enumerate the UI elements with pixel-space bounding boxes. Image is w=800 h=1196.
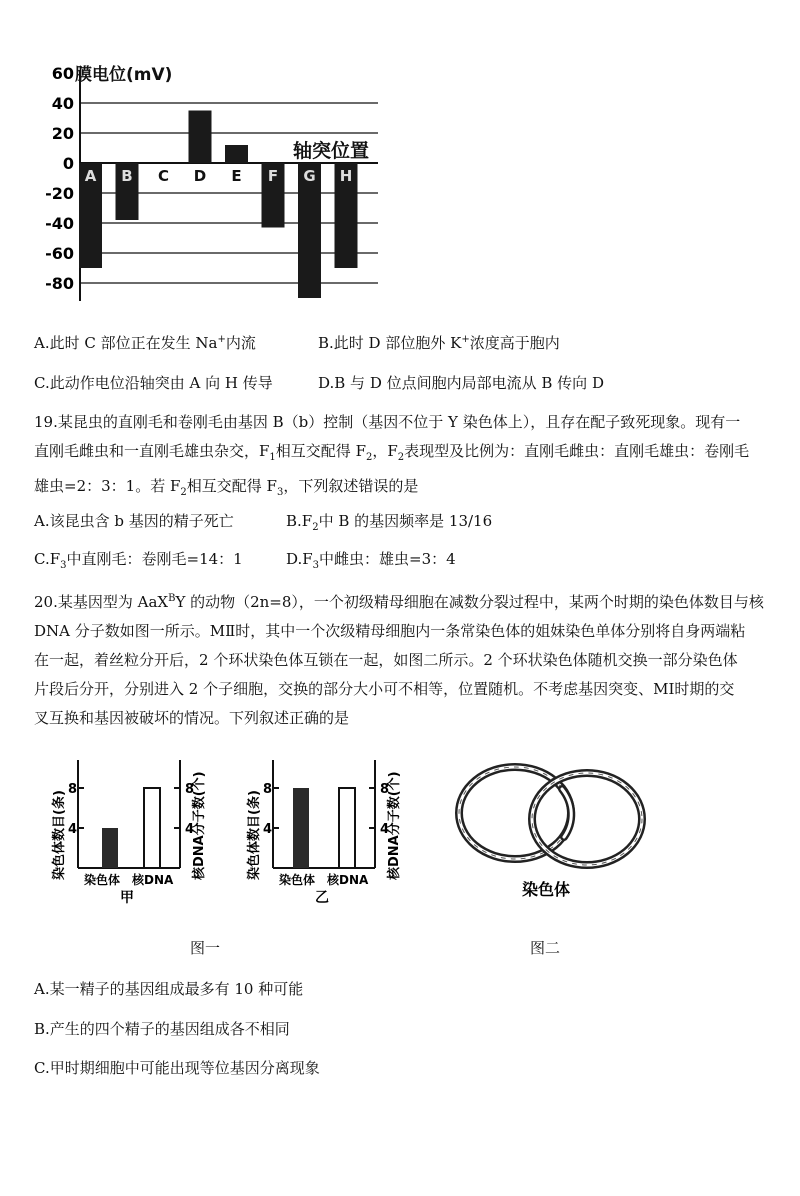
jia-tick-4-left: 4 xyxy=(68,822,78,837)
x-label-A: A xyxy=(84,167,97,185)
jia-tick-8-left: 8 xyxy=(68,782,78,797)
chart-xlabel: 轴突位置 xyxy=(293,140,370,162)
yi-ylabel-right: 核DNA分子数(个) xyxy=(387,771,402,880)
jia-tick-8-right: 8 xyxy=(185,782,195,797)
bar-D xyxy=(189,111,212,164)
yi-tick-8-right: 8 xyxy=(380,782,390,797)
q18-option-c: C.此动作电位沿轴突由 A 向 H 传导 xyxy=(34,374,273,392)
yi-panel-label: 乙 xyxy=(315,890,329,906)
jia-cat-2: 核DNA xyxy=(132,873,174,887)
panel-jia xyxy=(51,760,207,906)
jia-ylabel-left: 染色体数目(条) xyxy=(52,790,67,880)
yi-cat-2: 核DNA xyxy=(327,873,369,887)
y-tick-label: -80 xyxy=(45,274,74,293)
y-tick-label: -20 xyxy=(45,184,74,203)
yi-bar-dna xyxy=(339,788,355,868)
q19-stem: 19.某昆虫的直刚毛和卷刚毛由基因 B（b）控制（基因不位于 Y 染色体上），且存在配子致死现象。现有一 直刚毛雌虫和一直刚毛雄虫杂交，$F_1$相互交配得 $F_2$，$F_2$表现型及比例为：直刚毛雌虫：直刚毛雄虫：卷刚毛 雄虫=2：3：1。若 $F_2$相互交配得 $F_3$，下列叙述错误的是 xyxy=(34,413,750,498)
yi-ylabel-left: 染色体数目(条) xyxy=(247,790,262,880)
x-label-D: D xyxy=(193,167,207,185)
x-label-B: B xyxy=(121,167,133,185)
jia-ylabel-right: 核DNA分子数(个) xyxy=(192,771,207,880)
figure-2-interlocked-rings xyxy=(450,755,670,905)
jia-tick-4-right: 4 xyxy=(185,822,195,837)
jia-bar-dna xyxy=(144,788,160,868)
q20-stem: 20.某基因型为 AaX$^B$Y 的动物（2n=8），一个初级精母细胞在减数分裂过程中，某两个时期的染色体数目与核 DNA 分子数如图一所示。MⅡ时，其中一个次级精母细胞内一条常染色体的姐妹染色单体分别将自身两端粘 在一起，着丝粒分开后，2 个环状染色体互锁在一起，如图二所示。2 个环状染色体随机交换一部分染色体 片段后分开，分别进入 2 个子细胞，交换的部分大小可不相等，位置随机。不考虑基因突变、MⅠ时期的交 叉互换和基因被破坏的情况。下列叙述正确的是 xyxy=(34,593,764,727)
q18-option-a: A.此时 C 部位正在发生 Na+内流 xyxy=(34,334,256,352)
q20-option-a: A.某一精子的基因组成最多有 10 种可能 xyxy=(34,980,304,998)
yi-tick-4-left: 4 xyxy=(263,822,273,837)
y-tick-label: 0 xyxy=(62,154,74,173)
q19-option-c: $C.F_3$中直刚毛：卷刚毛=14：1 xyxy=(34,550,243,571)
chart-ylabel: 膜电位(mV) xyxy=(75,65,173,85)
x-label-C: C xyxy=(157,167,170,185)
yi-bar-chromosome xyxy=(293,788,309,868)
panel-yi xyxy=(246,760,402,906)
q18-option-b: B.此时 D 部位胞外 K+浓度高于胞内 xyxy=(318,334,560,352)
fig2-label: 染色体 xyxy=(522,880,571,899)
y-tick-label: 60 xyxy=(51,64,74,83)
q19-option-d: $D.F_3$中雌虫：雄虫=3：4 xyxy=(286,550,456,571)
figure-1-caption: 图一 xyxy=(190,939,221,957)
membrane-potential-chart xyxy=(0,0,420,310)
y-tick-label: 40 xyxy=(51,94,74,113)
figure-1 xyxy=(40,750,420,920)
bar-E xyxy=(225,145,248,163)
yi-cat-1: 染色体 xyxy=(279,873,316,887)
y-tick-label: -60 xyxy=(45,244,74,263)
q20-option-b: B.产生的四个精子的基因组成各不相同 xyxy=(34,1020,290,1038)
q19-option-b: $B.F_2$中 B 的基因频率是 13/16 xyxy=(286,512,493,533)
q18-option-d: D.B 与 D 位点间胞内局部电流从 B 传向 D xyxy=(318,374,604,392)
x-label-G: G xyxy=(303,167,316,185)
x-label-E: E xyxy=(231,167,242,185)
y-tick-label: -40 xyxy=(45,214,74,233)
jia-bar-chromosome xyxy=(102,828,118,868)
figure-2-caption: 图二 xyxy=(530,939,561,957)
x-label-H: H xyxy=(339,167,353,185)
yi-tick-8-left: 8 xyxy=(263,782,273,797)
yi-tick-4-right: 4 xyxy=(380,822,390,837)
q20-option-c: C.甲时期细胞中可能出现等位基因分离现象 xyxy=(34,1059,320,1077)
jia-cat-1: 染色体 xyxy=(84,873,121,887)
jia-panel-label: 甲 xyxy=(120,890,134,906)
x-label-F: F xyxy=(267,167,279,185)
y-tick-label: 20 xyxy=(51,124,74,143)
q19-option-a: A.该昆虫含 b 基因的精子死亡 xyxy=(34,512,234,530)
